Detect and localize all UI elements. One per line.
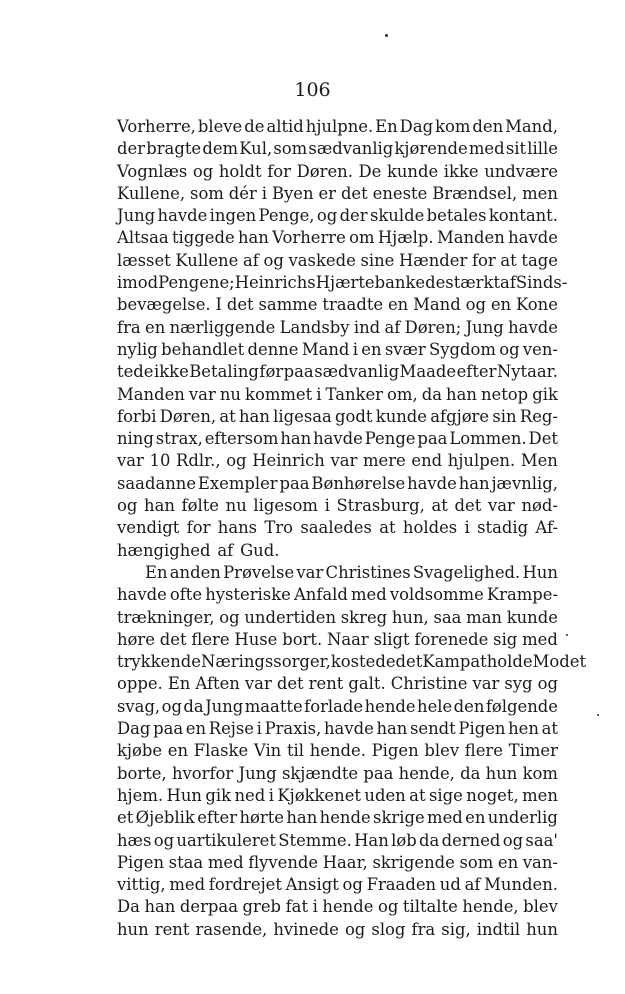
text-line: saadanne Exempler paa Bønhørelse havde han jævnlig,: [117, 473, 558, 493]
text-line: Vognlæs og holdt for Døren. De kunde ikke undvære: [117, 161, 558, 181]
text-line: tede ikke Betaling før paa sædvanlig Maade efter Nytaar.: [117, 362, 558, 382]
speck-mark: [597, 714, 599, 716]
text-line: Kullene, som dér i Byen er det eneste Brændsel, men: [117, 183, 558, 203]
text-line: nylig behandlet denne Mand i en svær Sygdom og ven-: [117, 339, 558, 359]
text-line: hun rent rasende, hvinede og slog fra sig, indtil hun: [117, 919, 558, 939]
text-line: der bragte dem Kul, som sædvanlig kjørende med sit lille: [117, 139, 558, 159]
text-line: ning strax, eftersom han havde Penge paa Lommen. Det: [117, 429, 558, 449]
text-line: havde ofte hysteriske Anfald med voldsomme Krampe-: [117, 585, 558, 605]
text-line: trykkende Næringssorger, kostede det Kamp at holde Modet: [117, 652, 587, 672]
text-line: læsset Kullene af og vaskede sine Hænder for at tage: [117, 250, 558, 270]
text-line: Vorherre, bleve de altid hjulpne. En Dag kom den Mand,: [117, 117, 558, 136]
text-line: Pigen staa med flyvende Haar, skrigende som en van-: [117, 852, 558, 872]
speck-mark: [566, 634, 568, 636]
text-line: Jung havde ingen Penge, og der skulde betales kontant.: [117, 206, 558, 226]
text-line: Da han derpaa greb fat i hende og tiltalte hende, blev: [117, 897, 558, 917]
text-line: var 10 Rdlr., og Heinrich var mere end hjulpen. Men: [117, 451, 558, 471]
text-line: hæs og uartikuleret Stemme. Han løb da derned og saa': [117, 830, 558, 850]
text-line: forbi Døren, at han ligesaa godt kunde afgjøre sin Reg-: [117, 406, 558, 426]
text-line: kjøbe en Flaske Vin til hende. Pigen blev flere Timer: [117, 741, 558, 761]
text-line: hjem. Hun gik ned i Kjøkkenet uden at sige noget, men: [117, 785, 558, 805]
text-line: imod Pengene; Heinrichs Hjærte bankede stærkt af Sinds-: [117, 273, 568, 293]
text-line: høre det flere Huse bort. Naar sligt forenede sig med: [117, 629, 558, 649]
text-line: borte, hvorfor Jung skjændte paa hende, da hun kom: [117, 763, 558, 783]
text-line: svag, og da Jung maatte forlade hende hele den følgende: [117, 696, 558, 716]
text-line: Dag paa en Rejse i Praxis, havde han sendt Pigen hen at: [117, 719, 558, 739]
text-line: vittig, med fordrejet Ansigt og Fraaden ud af Munden.: [117, 875, 558, 895]
text-line: fra en nærliggende Landsby ind af Døren; Jung havde: [117, 317, 558, 337]
page-number: 106: [294, 79, 331, 101]
text-line: trækninger, og undertiden skreg hun, saa man kunde: [117, 607, 558, 627]
speck-mark: [385, 34, 388, 37]
text-line: Manden var nu kommet i Tanker om, da han netop gik: [117, 384, 558, 404]
text-line: hængighed af Gud.: [117, 540, 280, 560]
text-line: Altsaa tiggede han Vorherre om Hjælp. Manden havde: [117, 228, 558, 248]
text-line: og han følte nu ligesom i Strasburg, at det var nød-: [117, 496, 558, 516]
text-line: bevægelse. I det samme traadte en Mand og en Kone: [117, 295, 558, 315]
text-line: oppe. En Aften var det rent galt. Christine var syg og: [117, 674, 558, 694]
text-line: En anden Prøvelse var Christines Svagelighed. Hun: [145, 562, 558, 582]
text-line: vendigt for hans Tro saaledes at holdes i stadig Af-: [117, 518, 558, 538]
body-text: [117, 116, 587, 941]
text-line: et Øjeblik efter hørte han hende skrige med en underlig: [117, 808, 558, 828]
